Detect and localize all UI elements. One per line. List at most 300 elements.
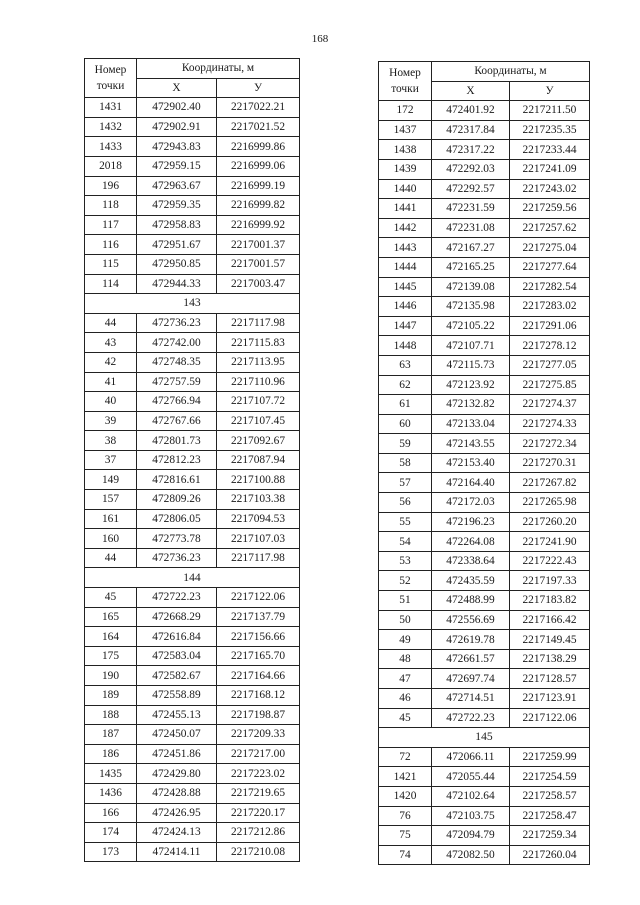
- point-number-cell: 166: [85, 803, 137, 823]
- y-coordinate-cell: 2217220.17: [217, 803, 300, 823]
- table-row: [85, 744, 300, 764]
- point-number-cell: 161: [85, 509, 137, 529]
- y-header: У: [217, 78, 300, 98]
- y-coordinate-cell: 2217166.42: [510, 610, 590, 630]
- point-number-cell: 52: [379, 571, 432, 591]
- header-row-top: [379, 62, 590, 82]
- y-coordinate-cell: 2216999.82: [217, 196, 300, 216]
- table-row: [85, 686, 300, 706]
- point-number-cell: 54: [379, 532, 432, 552]
- y-coordinate-cell: 2217087.94: [217, 450, 300, 470]
- point-number-cell: 196: [85, 176, 137, 196]
- header-row-top: [85, 59, 300, 79]
- point-number-cell: 42: [85, 352, 137, 372]
- x-coordinate-cell: 472264.08: [432, 532, 510, 552]
- y-coordinate-cell: 2217274.33: [510, 414, 590, 434]
- y-coordinate-cell: 2217149.45: [510, 630, 590, 650]
- x-coordinate-cell: 472165.25: [432, 257, 510, 277]
- y-coordinate-cell: 2216999.86: [217, 137, 300, 157]
- point-number-cell: 1439: [379, 159, 432, 179]
- table-row: [379, 571, 590, 591]
- point-number-cell: 1443: [379, 238, 432, 258]
- point-number-cell: 172: [379, 101, 432, 121]
- table-row: [379, 101, 590, 121]
- y-coordinate-cell: 2217275.04: [510, 238, 590, 258]
- y-coordinate-cell: 2217107.45: [217, 411, 300, 431]
- table-row: [379, 277, 590, 297]
- x-coordinate-cell: 472748.35: [137, 352, 217, 372]
- x-coordinate-cell: 472812.23: [137, 450, 217, 470]
- table-row: [85, 196, 300, 216]
- point-number-cell: 37: [85, 450, 137, 470]
- point-number-cell: 38: [85, 431, 137, 451]
- point-number-cell: 1445: [379, 277, 432, 297]
- table-row: [85, 646, 300, 666]
- point-number-cell: 1440: [379, 179, 432, 199]
- x-coordinate-cell: 472094.79: [432, 826, 510, 846]
- coordinates-table-right-body: [379, 62, 590, 865]
- table-row: [85, 627, 300, 647]
- y-coordinate-cell: 2217243.02: [510, 179, 590, 199]
- table-row: [85, 607, 300, 627]
- table-row: [379, 747, 590, 767]
- x-coordinate-cell: 472806.05: [137, 509, 217, 529]
- point-number-cell: 51: [379, 591, 432, 611]
- y-coordinate-cell: 2217259.99: [510, 747, 590, 767]
- table-row: [379, 610, 590, 630]
- y-coordinate-cell: 2217283.02: [510, 297, 590, 317]
- y-coordinate-cell: 2217107.72: [217, 392, 300, 412]
- y-coordinate-cell: 2217209.33: [217, 725, 300, 745]
- x-coordinate-cell: 472951.67: [137, 235, 217, 255]
- table-row: [85, 509, 300, 529]
- table-row: [379, 434, 590, 454]
- y-coordinate-cell: 2217235.35: [510, 120, 590, 140]
- point-number-cell: 1432: [85, 117, 137, 137]
- x-coordinate-cell: 472801.73: [137, 431, 217, 451]
- point-number-cell: 160: [85, 529, 137, 549]
- point-number-cell: 1436: [85, 783, 137, 803]
- x-coordinate-cell: 472153.40: [432, 453, 510, 473]
- x-coordinate-cell: 472317.22: [432, 140, 510, 160]
- table-row: [379, 689, 590, 709]
- point-number-cell: 189: [85, 686, 137, 706]
- x-coordinate-cell: 472959.35: [137, 196, 217, 216]
- point-number-cell: 173: [85, 842, 137, 862]
- table-row: [379, 786, 590, 806]
- x-coordinate-cell: 472231.08: [432, 218, 510, 238]
- point-number-cell: 75: [379, 826, 432, 846]
- y-coordinate-cell: 2217272.34: [510, 434, 590, 454]
- x-coordinate-cell: 472736.23: [137, 313, 217, 333]
- x-coordinate-cell: 472963.67: [137, 176, 217, 196]
- point-number-cell: 41: [85, 372, 137, 392]
- y-coordinate-cell: 2217212.86: [217, 823, 300, 843]
- table-row: [379, 630, 590, 650]
- point-number-cell: 55: [379, 512, 432, 532]
- point-number-cell: 117: [85, 215, 137, 235]
- point-number-cell: 44: [85, 548, 137, 568]
- table-row: [379, 297, 590, 317]
- point-number-cell: 48: [379, 649, 432, 669]
- y-coordinate-cell: 2217198.87: [217, 705, 300, 725]
- y-coordinate-cell: 2217278.12: [510, 336, 590, 356]
- x-coordinate-cell: 472488.99: [432, 591, 510, 611]
- y-coordinate-cell: 2217259.34: [510, 826, 590, 846]
- table-row: [85, 823, 300, 843]
- point-number-cell: 45: [379, 708, 432, 728]
- point-number-cell: 72: [379, 747, 432, 767]
- point-number-cell: 1441: [379, 199, 432, 219]
- x-coordinate-cell: 472172.03: [432, 493, 510, 513]
- y-coordinate-cell: 2217022.21: [217, 98, 300, 118]
- x-coordinate-cell: 472338.64: [432, 551, 510, 571]
- table-row: [379, 767, 590, 787]
- coordinates-header: Координаты, м: [137, 59, 300, 79]
- section-row: [85, 568, 300, 588]
- table-row: [85, 254, 300, 274]
- table-row: [85, 803, 300, 823]
- point-number-cell: 40: [85, 392, 137, 412]
- point-number-cell: 1437: [379, 120, 432, 140]
- table-row: [85, 490, 300, 510]
- x-coordinate-cell: 472164.40: [432, 473, 510, 493]
- point-number-cell: 1420: [379, 786, 432, 806]
- point-number-cell: 1431: [85, 98, 137, 118]
- x-coordinate-cell: 472196.23: [432, 512, 510, 532]
- point-number-cell: 62: [379, 375, 432, 395]
- table-row: [85, 313, 300, 333]
- y-coordinate-cell: 2217128.57: [510, 669, 590, 689]
- x-coordinate-cell: 472115.73: [432, 355, 510, 375]
- table-row: [85, 842, 300, 862]
- table-row: [379, 473, 590, 493]
- x-coordinate-cell: 472133.04: [432, 414, 510, 434]
- point-number-cell: 149: [85, 470, 137, 490]
- point-number-cell: 187: [85, 725, 137, 745]
- table-row: [85, 176, 300, 196]
- coordinates-table-left-body: [85, 59, 300, 862]
- point-number-header: [85, 59, 137, 98]
- table-row: [85, 392, 300, 412]
- point-number-header-line2: точки: [391, 83, 419, 96]
- table-row: [85, 529, 300, 549]
- y-coordinate-cell: 2217183.82: [510, 591, 590, 611]
- point-number-cell: 50: [379, 610, 432, 630]
- x-coordinate-cell: 472455.13: [137, 705, 217, 725]
- table-row: [379, 316, 590, 336]
- y-coordinate-cell: 2217275.85: [510, 375, 590, 395]
- y-coordinate-cell: 2217282.54: [510, 277, 590, 297]
- x-header: X: [137, 78, 217, 98]
- table-row: [85, 470, 300, 490]
- y-coordinate-cell: 2217165.70: [217, 646, 300, 666]
- x-coordinate-cell: 472616.84: [137, 627, 217, 647]
- table-row: [379, 551, 590, 571]
- table-row: [85, 333, 300, 353]
- table-row: [379, 140, 590, 160]
- table-row: [85, 725, 300, 745]
- table-row: [379, 806, 590, 826]
- point-number-cell: 63: [379, 355, 432, 375]
- table-row: [379, 649, 590, 669]
- x-coordinate-cell: 472132.82: [432, 395, 510, 415]
- x-coordinate-cell: 472736.23: [137, 548, 217, 568]
- table-row: [379, 532, 590, 552]
- x-coordinate-cell: 472958.83: [137, 215, 217, 235]
- y-coordinate-cell: 2217277.64: [510, 257, 590, 277]
- point-number-cell: 1448: [379, 336, 432, 356]
- point-number-cell: 1421: [379, 767, 432, 787]
- x-coordinate-cell: 472055.44: [432, 767, 510, 787]
- table-row: [379, 591, 590, 611]
- y-coordinate-cell: 2217001.57: [217, 254, 300, 274]
- y-coordinate-cell: 2217258.47: [510, 806, 590, 826]
- point-number-cell: 76: [379, 806, 432, 826]
- point-number-cell: 2018: [85, 156, 137, 176]
- y-coordinate-cell: 2217094.53: [217, 509, 300, 529]
- x-coordinate-cell: 472742.00: [137, 333, 217, 353]
- table-row: [379, 493, 590, 513]
- table-row: [379, 395, 590, 415]
- point-number-cell: 186: [85, 744, 137, 764]
- x-coordinate-cell: 472583.04: [137, 646, 217, 666]
- x-coordinate-cell: 472167.27: [432, 238, 510, 258]
- x-coordinate-cell: 472943.83: [137, 137, 217, 157]
- y-coordinate-cell: 2217021.52: [217, 117, 300, 137]
- point-number-cell: 58: [379, 453, 432, 473]
- y-coordinate-cell: 2217168.12: [217, 686, 300, 706]
- x-coordinate-cell: 472435.59: [432, 571, 510, 591]
- page-number: 168: [311, 33, 329, 45]
- y-coordinate-cell: 2217117.98: [217, 548, 300, 568]
- table-row: [379, 845, 590, 865]
- x-coordinate-cell: 472429.80: [137, 764, 217, 784]
- x-coordinate-cell: 472668.29: [137, 607, 217, 627]
- table-row: [85, 274, 300, 294]
- y-coordinate-cell: 2217107.03: [217, 529, 300, 549]
- point-number-cell: 1446: [379, 297, 432, 317]
- table-row: [379, 120, 590, 140]
- y-coordinate-cell: 2217137.79: [217, 607, 300, 627]
- x-coordinate-cell: 472105.22: [432, 316, 510, 336]
- x-coordinate-cell: 472426.95: [137, 803, 217, 823]
- x-coordinate-cell: 472317.84: [432, 120, 510, 140]
- y-coordinate-cell: 2217092.67: [217, 431, 300, 451]
- point-number-cell: 1438: [379, 140, 432, 160]
- point-number-cell: 118: [85, 196, 137, 216]
- y-coordinate-cell: 2217217.00: [217, 744, 300, 764]
- x-coordinate-cell: 472424.13: [137, 823, 217, 843]
- coordinates-header: Координаты, м: [432, 62, 590, 82]
- x-coordinate-cell: 472292.03: [432, 159, 510, 179]
- table-row: [85, 450, 300, 470]
- y-coordinate-cell: 2217122.06: [510, 708, 590, 728]
- table-row: [85, 117, 300, 137]
- y-coordinate-cell: 2217258.57: [510, 786, 590, 806]
- y-coordinate-cell: 2217113.95: [217, 352, 300, 372]
- table-row: [85, 764, 300, 784]
- point-number-cell: 45: [85, 588, 137, 608]
- x-coordinate-cell: 472107.71: [432, 336, 510, 356]
- point-number-cell: 114: [85, 274, 137, 294]
- table-row: [85, 352, 300, 372]
- y-coordinate-cell: 2217223.02: [217, 764, 300, 784]
- y-coordinate-cell: 2217117.98: [217, 313, 300, 333]
- point-number-cell: 1433: [85, 137, 137, 157]
- table-row: [379, 414, 590, 434]
- x-coordinate-cell: 472414.11: [137, 842, 217, 862]
- y-coordinate-cell: 2217210.08: [217, 842, 300, 862]
- table-row: [85, 137, 300, 157]
- x-header: X: [432, 81, 510, 101]
- x-coordinate-cell: 472123.92: [432, 375, 510, 395]
- x-coordinate-cell: 472558.89: [137, 686, 217, 706]
- y-coordinate-cell: 2217164.66: [217, 666, 300, 686]
- y-coordinate-cell: 2217100.88: [217, 470, 300, 490]
- table-row: [85, 411, 300, 431]
- x-coordinate-cell: 472556.69: [432, 610, 510, 630]
- point-number-cell: 188: [85, 705, 137, 725]
- point-number-cell: 1435: [85, 764, 137, 784]
- section-label: 143: [85, 294, 300, 314]
- x-coordinate-cell: 472767.66: [137, 411, 217, 431]
- point-number-cell: 59: [379, 434, 432, 454]
- x-coordinate-cell: 472816.61: [137, 470, 217, 490]
- point-number-header-line2: точки: [96, 80, 125, 93]
- table-row: [85, 705, 300, 725]
- point-number-cell: 47: [379, 669, 432, 689]
- y-coordinate-cell: 2217219.65: [217, 783, 300, 803]
- x-coordinate-cell: 472773.78: [137, 529, 217, 549]
- table-row: [379, 159, 590, 179]
- table-row: [379, 708, 590, 728]
- y-coordinate-cell: 2217103.38: [217, 490, 300, 510]
- table-row: [85, 235, 300, 255]
- y-coordinate-cell: 2217156.66: [217, 627, 300, 647]
- point-number-cell: 1447: [379, 316, 432, 336]
- x-coordinate-cell: 472066.11: [432, 747, 510, 767]
- y-coordinate-cell: 2217115.83: [217, 333, 300, 353]
- table-row: [379, 669, 590, 689]
- point-number-header-line1: Номер: [389, 67, 421, 80]
- point-number-cell: 174: [85, 823, 137, 843]
- y-coordinate-cell: 2217274.37: [510, 395, 590, 415]
- table-row: [85, 156, 300, 176]
- x-coordinate-cell: 472766.94: [137, 392, 217, 412]
- x-coordinate-cell: 472451.86: [137, 744, 217, 764]
- x-coordinate-cell: 472902.40: [137, 98, 217, 118]
- x-coordinate-cell: 472582.67: [137, 666, 217, 686]
- table-row: [85, 588, 300, 608]
- y-coordinate-cell: 2216999.19: [217, 176, 300, 196]
- x-coordinate-cell: 472135.98: [432, 297, 510, 317]
- section-row: [85, 294, 300, 314]
- table-row: [85, 431, 300, 451]
- point-number-cell: 1444: [379, 257, 432, 277]
- y-coordinate-cell: 2217003.47: [217, 274, 300, 294]
- point-number-cell: 56: [379, 493, 432, 513]
- y-coordinate-cell: 2217241.90: [510, 532, 590, 552]
- x-coordinate-cell: 472102.64: [432, 786, 510, 806]
- point-number-cell: 39: [85, 411, 137, 431]
- y-coordinate-cell: 2217291.06: [510, 316, 590, 336]
- y-coordinate-cell: 2217233.44: [510, 140, 590, 160]
- coordinates-table-left: [84, 58, 300, 862]
- y-coordinate-cell: 2217001.37: [217, 235, 300, 255]
- point-number-cell: 164: [85, 627, 137, 647]
- table-row: [379, 826, 590, 846]
- table-row: [379, 199, 590, 219]
- y-coordinate-cell: 2217122.06: [217, 588, 300, 608]
- table-row: [85, 666, 300, 686]
- point-number-cell: 1442: [379, 218, 432, 238]
- point-number-cell: 53: [379, 551, 432, 571]
- y-coordinate-cell: 2217277.05: [510, 355, 590, 375]
- table-row: [85, 215, 300, 235]
- point-number-cell: 190: [85, 666, 137, 686]
- table-row: [85, 783, 300, 803]
- point-number-cell: 175: [85, 646, 137, 666]
- table-row: [379, 257, 590, 277]
- table-row: [85, 98, 300, 118]
- point-number-cell: 46: [379, 689, 432, 709]
- point-number-header: [379, 62, 432, 101]
- x-coordinate-cell: 472809.26: [137, 490, 217, 510]
- x-coordinate-cell: 472401.92: [432, 101, 510, 121]
- x-coordinate-cell: 472231.59: [432, 199, 510, 219]
- section-label: 144: [85, 568, 300, 588]
- point-number-cell: 61: [379, 395, 432, 415]
- point-number-cell: 60: [379, 414, 432, 434]
- x-coordinate-cell: 472103.75: [432, 806, 510, 826]
- y-coordinate-cell: 2217265.98: [510, 493, 590, 513]
- table-row: [379, 336, 590, 356]
- table-row: [379, 512, 590, 532]
- table-row: [379, 179, 590, 199]
- y-coordinate-cell: 2217254.59: [510, 767, 590, 787]
- point-number-cell: 157: [85, 490, 137, 510]
- table-row: [85, 548, 300, 568]
- x-coordinate-cell: 472722.23: [432, 708, 510, 728]
- point-number-cell: 43: [85, 333, 137, 353]
- y-coordinate-cell: 2217123.91: [510, 689, 590, 709]
- y-coordinate-cell: 2217110.96: [217, 372, 300, 392]
- y-coordinate-cell: 2217260.20: [510, 512, 590, 532]
- x-coordinate-cell: 472722.23: [137, 588, 217, 608]
- point-number-cell: 74: [379, 845, 432, 865]
- x-coordinate-cell: 472902.91: [137, 117, 217, 137]
- y-coordinate-cell: 2217260.04: [510, 845, 590, 865]
- table-row: [379, 453, 590, 473]
- y-coordinate-cell: 2216999.92: [217, 215, 300, 235]
- x-coordinate-cell: 472450.07: [137, 725, 217, 745]
- table-row: [379, 238, 590, 258]
- point-number-cell: 49: [379, 630, 432, 650]
- coordinates-table-right: [378, 61, 590, 865]
- x-coordinate-cell: 472143.55: [432, 434, 510, 454]
- y-coordinate-cell: 2217259.56: [510, 199, 590, 219]
- y-coordinate-cell: 2217267.82: [510, 473, 590, 493]
- y-coordinate-cell: 2217211.50: [510, 101, 590, 121]
- x-coordinate-cell: 472139.08: [432, 277, 510, 297]
- y-coordinate-cell: 2217257.62: [510, 218, 590, 238]
- y-coordinate-cell: 2217222.43: [510, 551, 590, 571]
- x-coordinate-cell: 472619.78: [432, 630, 510, 650]
- x-coordinate-cell: 472292.57: [432, 179, 510, 199]
- x-coordinate-cell: 472959.15: [137, 156, 217, 176]
- point-number-cell: 116: [85, 235, 137, 255]
